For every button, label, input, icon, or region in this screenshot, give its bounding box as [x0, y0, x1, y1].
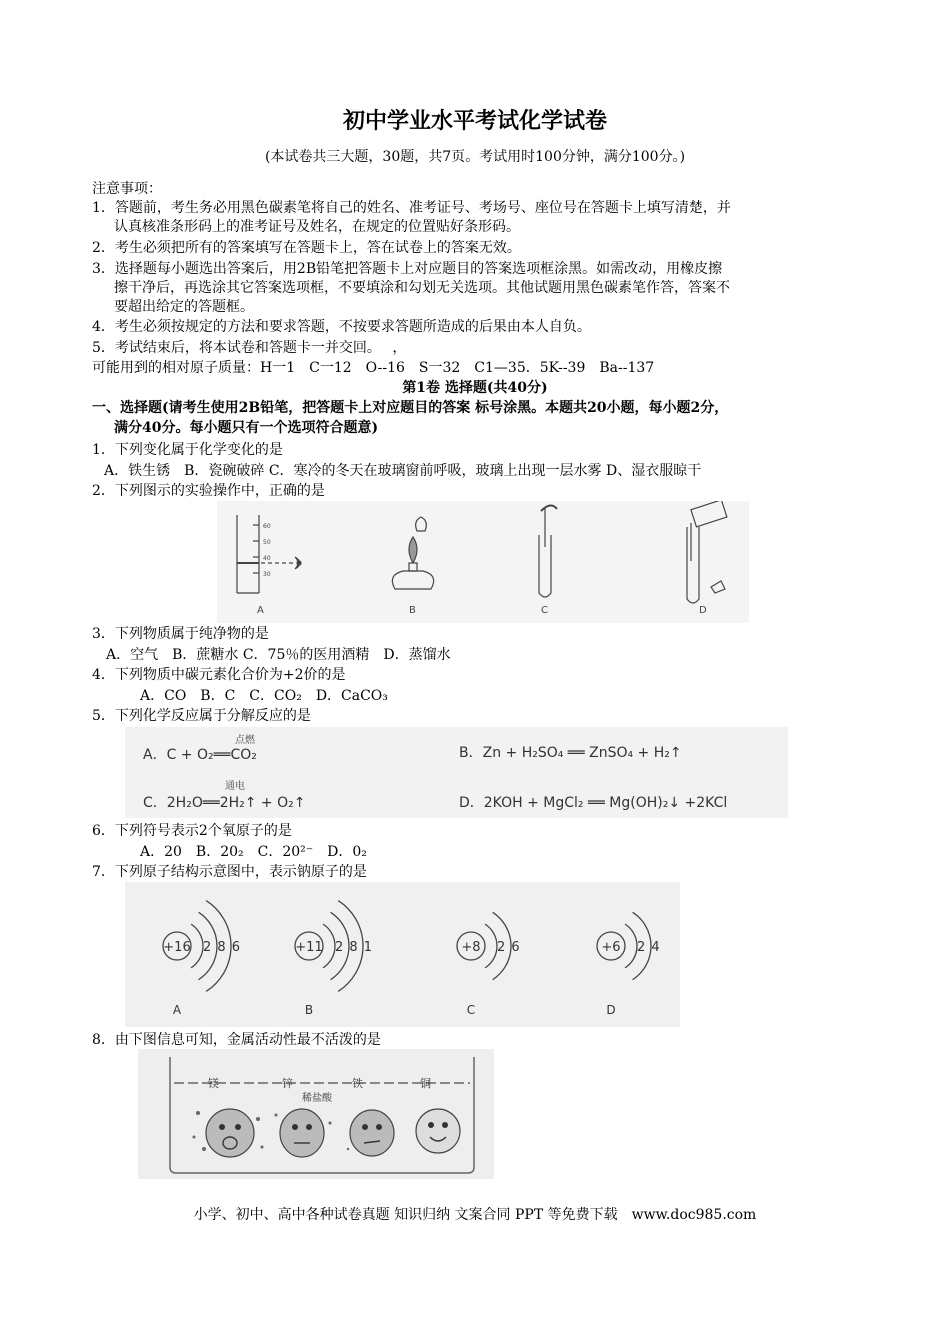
tick-label: 50: [263, 539, 271, 546]
atom-option-label: D: [606, 1003, 616, 1017]
note-1: 1．答题前，考生务必用黑色碳素笔将自己的姓名、准考证号、考场号、座位号在答题卡上填写清楚，并: [92, 200, 731, 216]
atom-option-label: C: [466, 1003, 476, 1017]
note-3-cont-2: 要超出给定的答题框。: [114, 299, 254, 315]
reactions-figure: [125, 727, 788, 818]
shell-electrons: 2 8 6: [203, 940, 242, 955]
atomic-masses: 可能用到的相对原子质量：H一1 C一12 O--16 S一32 C1—35．5K--39 Ba--137: [92, 360, 655, 376]
acid-label: 稀盐酸: [302, 1093, 332, 1104]
metal-label-mg: 镁: [208, 1077, 219, 1090]
atom-diagram-c: [457, 912, 521, 1017]
question-8: 8．由下图信息可知，金属活动性最不活泼的是: [92, 1032, 381, 1048]
note-4: 4．考生必须按规定的方法和要求答题，不按要求答题所造成的后果由本人自负。: [92, 319, 591, 335]
reaction-a: A．C + O₂══CO₂: [143, 747, 257, 763]
question-3: 3．下列物质属于纯净物的是: [92, 626, 269, 642]
question-6-options: A．20 B．20₂ C．20²⁻ D．0₂: [140, 844, 367, 860]
figure-label-d: D: [699, 605, 707, 616]
note-1-cont: 认真核准条形码上的准考证号及姓名，在规定的位置贴好条形码。: [114, 219, 520, 235]
metal-label-fe: 铁: [352, 1077, 363, 1090]
electron-shell: [485, 924, 497, 968]
notes-heading: 注意事项：: [92, 181, 162, 197]
figure-label-a: A: [257, 605, 264, 616]
atom-diagram-b: [295, 901, 373, 1017]
part-1-heading: 第1卷 选择题(共40分): [402, 380, 548, 396]
section-1-intro-cont: 满分40分。每小题只有一个选项符合题意): [114, 420, 379, 436]
figure-label-c: C: [541, 605, 548, 616]
metal-activity-figure: [138, 1049, 494, 1179]
reaction-b: B．Zn + H₂SO₄ ══ ZnSO₄ + H₂↑: [459, 745, 682, 761]
exam-title: 初中学业水平考试化学试卷: [342, 108, 607, 134]
tick-label: 30: [263, 571, 271, 578]
metal-label-cu: 铜: [420, 1077, 431, 1090]
figure-c-test-tube: [539, 505, 557, 597]
atomic-structure-figure: [125, 882, 680, 1027]
question-6: 6．下列符号表示2个氧原子的是: [92, 823, 292, 839]
note-3-cont-1: 擦干净后，再选涂其它答案选项框，不要填涂和勾划无关选项。其他试题用黑色碳素笔作答，答案不: [114, 280, 730, 296]
shell-electrons: 2 4: [637, 940, 661, 955]
atom-diagram-a: [163, 901, 241, 1017]
lab-operations-figure: [217, 501, 749, 623]
question-3-options: A．空气 B．蔗糖水 C．75％的医用酒精 D．蒸馏水: [106, 647, 451, 663]
electron-shell: [323, 924, 335, 968]
electron-shell: [625, 924, 637, 968]
reaction-d: D．2KOH + MgCl₂ ══ Mg(OH)₂↓ +2KCl: [459, 795, 728, 811]
copper-character: [416, 1109, 460, 1153]
tick-label: 40: [263, 555, 271, 562]
iron-character: [350, 1110, 394, 1156]
nucleus-charge: +16: [163, 940, 191, 955]
reaction-c: C．2H₂O══2H₂↑ + O₂↑: [143, 795, 306, 811]
shell-electrons: 2 8 1: [335, 940, 374, 955]
metal-label-zn: 锌: [282, 1077, 293, 1090]
question-7: 7．下列原子结构示意图中，表示钠原子的是: [92, 864, 367, 880]
atom-option-label: A: [172, 1003, 182, 1017]
nucleus-charge: +6: [601, 940, 621, 955]
figure-b-alcohol-lamp: [392, 517, 433, 589]
page-footer: 小学、初中、高中各种试卷真题 知识归纳 文案合同 PPT 等免费下载 www.doc985.com: [193, 1207, 757, 1223]
question-1-options: A．铁生锈 B．瓷碗破碎 C．寒冷的冬天在玻璃窗前呼吸，玻璃上出现一层水雾 D、湿衣服晾干: [104, 463, 702, 479]
exam-subtitle: (本试卷共三大题，30题，共7页。考试用时100分钟，满分100分。): [264, 149, 686, 165]
reaction-a-condition: 点燃: [235, 735, 255, 746]
figure-d-pouring: [687, 501, 727, 603]
zinc-character: [280, 1109, 324, 1157]
note-5: 5．考试结束后，将本试卷和答题卡一并交回。 ，: [92, 340, 407, 356]
nucleus-charge: +8: [461, 940, 481, 955]
section-1-intro: 一、选择题(请考生使用2B铅笔，把答题卡上对应题目的答案 标号涂黑。本题共20小题，每小题2分，: [92, 400, 729, 416]
figure-label-b: B: [409, 605, 416, 616]
magnesium-character: [206, 1109, 254, 1157]
tick-label: 60: [263, 523, 271, 530]
atom-diagram-d: [597, 912, 661, 1017]
question-4-options: A．CO B．C C．CO₂ D．CaCO₃: [140, 688, 388, 704]
question-1: 1．下列变化属于化学变化的是: [92, 442, 283, 458]
reaction-c-condition: 通电: [225, 781, 245, 792]
question-2: 2．下列图示的实验操作中，正确的是: [92, 483, 325, 499]
electron-shell: [191, 924, 203, 968]
shell-electrons: 2 6: [497, 940, 521, 955]
note-2: 2．考生必须把所有的答案填写在答题卡上，答在试卷上的答案无效。: [92, 240, 521, 256]
atom-option-label: B: [304, 1003, 314, 1017]
note-3: 3．选择题每小题选出答案后，用2B铅笔把答题卡上对应题目的答案选项框涂黑。如需改动，用橡皮擦: [92, 261, 723, 277]
question-4: 4．下列物质中碳元素化合价为+2价的是: [92, 667, 346, 683]
nucleus-charge: +11: [295, 940, 323, 955]
question-5: 5．下列化学反应属于分解反应的是: [92, 708, 311, 724]
